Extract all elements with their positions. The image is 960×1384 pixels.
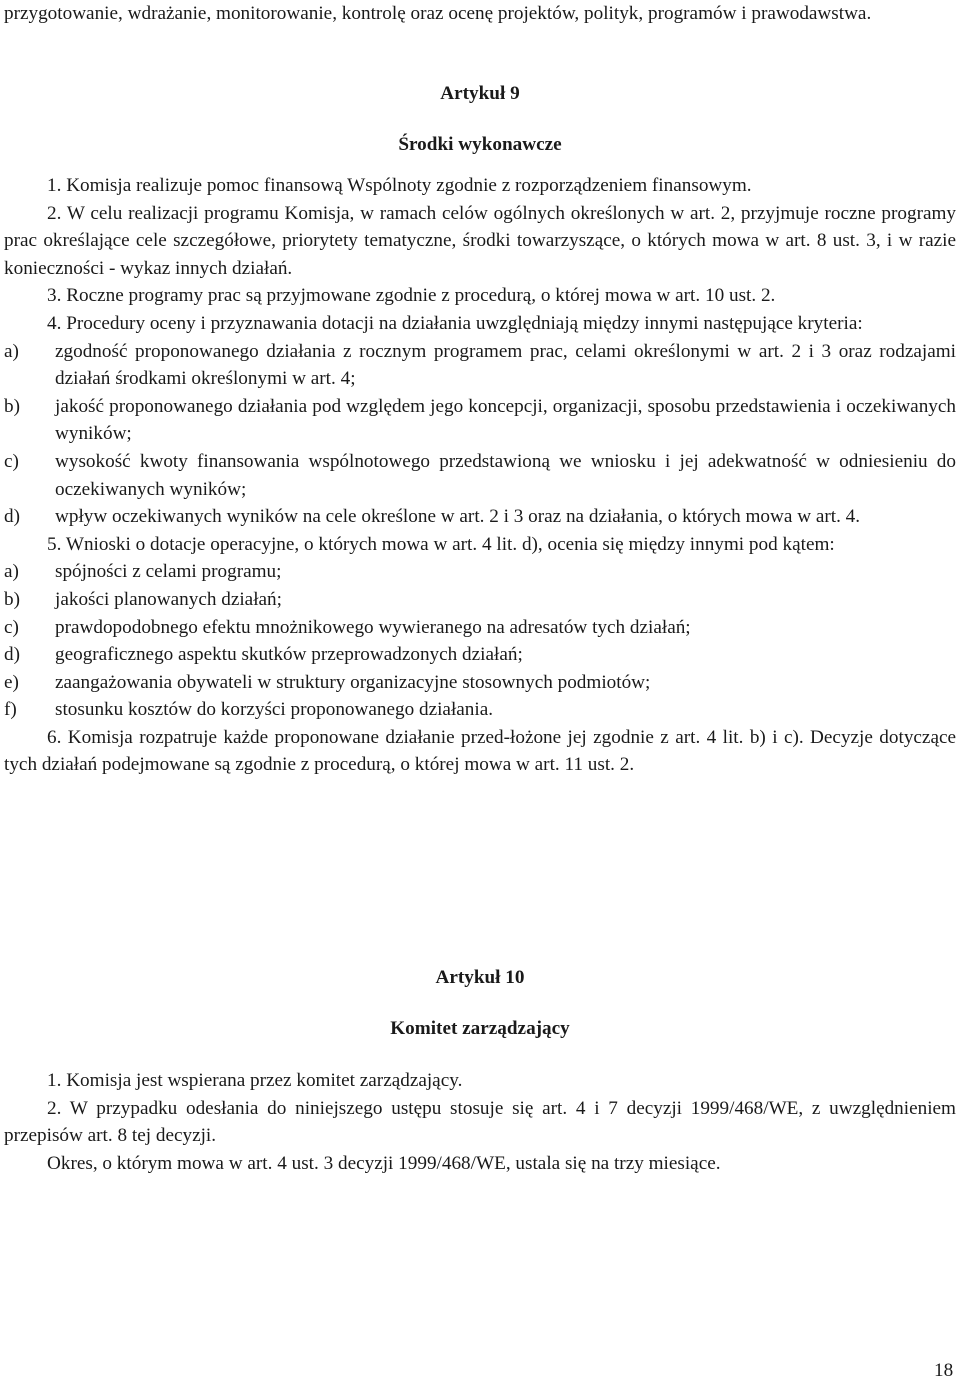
page-number: 18 (934, 1360, 954, 1381)
list-item (4, 586, 956, 614)
list-item-label: f) (4, 699, 17, 721)
list-item (4, 641, 956, 669)
list-item (4, 393, 956, 448)
list-item-label: c) (4, 450, 19, 472)
list-item (4, 558, 956, 586)
art10-paragraph-2: 2. W przypadku odesłania do niniejszego ustępu stosuje się art. 4 i 7 decyzji 1999/468/WE, z uwzględnieniem przepisów art. 8 tej decyzji. (4, 1097, 956, 1147)
list-item-text: wysokość kwoty finansowania wspólnotowego przedstawioną we wniosku i jej adekwatność w odniesieniu do oczekiwanych wyników; (55, 450, 956, 500)
list-item-label: b) (4, 588, 20, 610)
list-item (4, 614, 956, 642)
list-item-text: spójności z celami programu; (55, 561, 282, 583)
list-item (4, 448, 956, 503)
art10-paragraph-1: 1. Komisja jest wspierana przez komitet zarządzający. (47, 1070, 463, 1091)
art10-paragraph-3: Okres, o którym mowa w art. 4 ust. 3 decyzji 1999/468/WE, ustala się na trzy miesiące. (47, 1152, 721, 1174)
list-item-text: zgodność proponowanego działania z rocznym programem prac, celami określonymi w art. 2 i 3 oraz rodzajami działań środkami określonymi w art. 4; (55, 340, 956, 390)
list-item (4, 338, 956, 393)
list-item-text: jakości planowanych działań; (55, 588, 282, 610)
art9-paragraph-5: 5. Wnioski o dotacje operacyjne, o których mowa w art. 4 lit. d), ocenia się między innymi pod kątem: (47, 533, 835, 555)
article-9-subtitle: Środki wykonawcze (398, 134, 562, 155)
list-item-label: d) (4, 644, 20, 666)
art9-paragraph-1: 1. Komisja realizuje pomoc finansową Wspólnoty zgodnie z rozporządzeniem finansowym. (47, 175, 752, 196)
art9-criteria-list (4, 338, 956, 531)
article-9-title: Artykuł 9 (440, 83, 520, 104)
list-item-label: c) (4, 616, 19, 638)
list-item-label: a) (4, 561, 19, 583)
article-9-body (4, 172, 956, 779)
art9-paragraph-6: 6. Komisja rozpatruje każde proponowane działanie przed-łożone jej zgodnie z art. 4 lit. b) i c). Decyzje dotyczące tych działań podejmowane są zgodnie z procedurą, o której mowa w art. 11 ust. 2. (4, 726, 956, 776)
list-item-text: stosunku kosztów do korzyści proponowanego działania. (55, 699, 494, 721)
list-item-text: prawdopodobnego efektu mnożnikowego wywieranego na adresatów tych działań; (55, 616, 691, 638)
list-item-text: zaangażowania obywateli w struktury organizacyjne stosownych podmiotów; (55, 671, 651, 693)
article-10-title: Artykuł 10 (435, 967, 525, 988)
list-item (4, 696, 956, 724)
list-item-text: wpływ oczekiwanych wyników na cele określone w art. 2 i 3 oraz na działania, o których mowa w art. 4. (55, 506, 861, 528)
top-paragraph: przygotowanie, wdrażanie, monitorowanie, kontrolę oraz ocenę projektów, polityk, programów i prawodawstwa. (4, 3, 872, 24)
list-item (4, 503, 956, 531)
art9-paragraph-4: 4. Procedury oceny i przyznawania dotacji na działania uwzględniają między innymi następujące kryteria: (47, 312, 863, 334)
list-item-label: a) (4, 340, 19, 362)
art9-operational-grant-list (4, 558, 956, 724)
list-item-label: b) (4, 395, 20, 417)
list-item (4, 669, 956, 697)
article-10-subtitle: Komitet zarządzający (390, 1018, 570, 1039)
list-item-label: d) (4, 506, 20, 528)
art9-paragraph-2: 2. W celu realizacji programu Komisja, w ramach celów ogólnych określonych w art. 2, przyjmuje roczne programy prac określające cele szczegółowe, priorytety tematyczne, środki towarzyszące, o których mowa w art. 8 ust. 3, i w razie konieczności - wykaz innych działań. (4, 202, 956, 279)
list-item-text: geograficznego aspektu skutków przeprowadzonych działań; (55, 644, 523, 666)
article-10-body (4, 1067, 956, 1177)
list-item-label: e) (4, 671, 19, 693)
list-item-text: jakość proponowanego działania pod względem jego koncepcji, organizacji, sposobu przedstawienia i oczekiwanych wyników; (55, 395, 956, 445)
art9-paragraph-3: 3. Roczne programy prac są przyjmowane zgodnie z procedurą, o której mowa w art. 10 ust. 2. (47, 285, 776, 307)
